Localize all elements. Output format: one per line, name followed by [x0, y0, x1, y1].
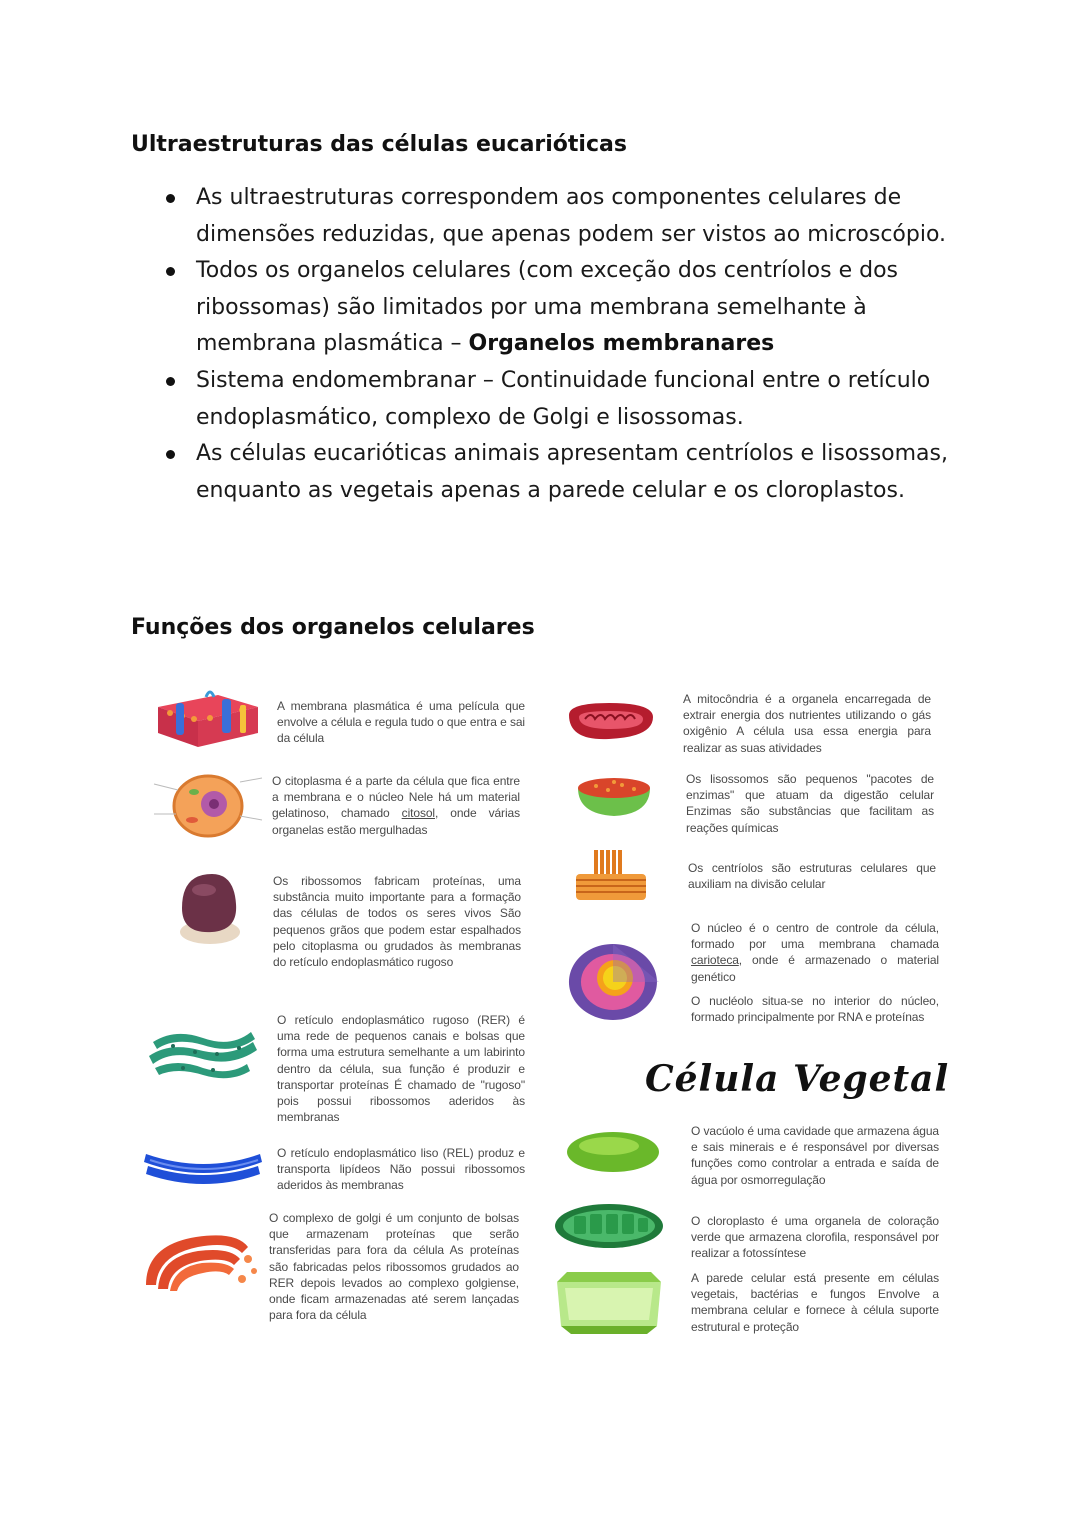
section-title-ultraestruturas: Ultraestruturas das células eucarióticas [131, 132, 627, 157]
golgi-description: O complexo de golgi é um conjunto de bolsas que armazenam proteínas que serão transferidas para fora da célula As proteínas são fabricadas pelos ribossomos grudados ao RER depois levados ao complexo golgiense, onde ficam armazenadas até serem lançadas para fora da célula [269, 1211, 519, 1323]
rough-er-description: O retículo endoplasmático rugoso (RER) é uma rede de pequenos canais e bolsas que forma uma estrutura semelhante a um labirinto dentro da célula, sua função é produzir e transportar proteínas É chamado de "rugoso" pois possui ribossomos aderidos às membranas [277, 1013, 525, 1125]
membrane-description: A membrana plasmática é uma película que envolve a célula e regula tudo o que entra e sai da célula [277, 699, 525, 746]
smooth-er-description: O retículo endoplasmático liso (REL) produz e transporta lipídeos Não possui ribossomos aderidos às membranas [277, 1146, 525, 1193]
chloroplast-icon [552, 1200, 667, 1252]
golgi-icon [138, 1225, 263, 1297]
mitochondria-description: A mitocôndria é a organela encarregada de extrair energia dos nutrientes utilizando o gás oxigênio A célula usa essa energia para realizar as suas atividades [683, 692, 931, 755]
vacuole-description: O vacúolo é uma cavidade que armazena água e sais minerais e é responsável por diversas funções como controlar a entrada e saída de água por osmorregulação [691, 1124, 939, 1187]
bullet-item: Todos os organelos celulares (com exceção dos centríolos e dos ribossomas) são limitados por uma membrana semelhante à membrana plasmática – Organelos membranares [163, 253, 963, 363]
bold-term: Organelos membranares [468, 331, 775, 357]
mitochondria-icon [563, 695, 658, 745]
bullet-item: Sistema endomembranar – Continuidade funcional entre o retículo endoplasmático, complexo de Golgi e lisossomas. [163, 363, 963, 436]
cytoplasm-description: O citoplasma é a parte da célula que fica entre a membrana e o núcleo Nele há um material gelatinoso, chamado citosol, onde várias organelas estão mergulhadas [272, 774, 520, 837]
chloroplast-description: O cloroplasto é uma organela de coloração verde que armazena clorofila, responsável por realizar a fotossíntese [691, 1214, 939, 1261]
cell-wall-description: A parede celular está presente em células vegetais, bactérias e fungos Envolve a membrana celular e fornece à célula suporte estrutural e proteção [691, 1271, 939, 1334]
rough-er-icon [143, 1012, 261, 1084]
lysosome-description: Os lisossomos são pequenos "pacotes de enzimas" que atuam da digestão celular Enzimas são substâncias que facilitam as reações químicas [686, 772, 934, 835]
nucleolus-description: O nucléolo situa-se no interior do núcleo, formado principalmente por RNA e proteínas [691, 994, 939, 1025]
cell-wall-icon [553, 1268, 665, 1338]
nucleus-icon [563, 940, 663, 1024]
plant-cell-title: Célula Vegetal [645, 1058, 950, 1100]
section-title-funcoes: Funções dos organelos celulares [131, 615, 535, 640]
nucleus-description: O núcleo é o centro de controle da célula, formado por uma membrana chamada carioteca, onde é armazenado o material genético [691, 921, 939, 984]
ultraestruturas-bullet-list [163, 180, 963, 509]
lysosome-icon [574, 774, 654, 818]
ribosome-icon [162, 868, 252, 948]
vacuole-icon [563, 1126, 663, 1176]
bullet-item: As células eucarióticas animais apresentam centríolos e lisossomas, enquanto as vegetais apenas a parede celular e os cloroplastos. [163, 436, 963, 509]
centriole-description: Os centríolos são estruturas celulares que auxiliam na divisão celular [688, 861, 936, 892]
cytoplasm-cell-icon [150, 770, 265, 842]
cell-membrane-icon [148, 685, 263, 755]
smooth-er-icon [142, 1140, 264, 1188]
centriole-icon [572, 848, 652, 906]
bullet-item: As ultraestruturas correspondem aos componentes celulares de dimensões reduzidas, que apenas podem ser vistos ao microscópio. [163, 180, 963, 253]
ribosome-description: Os ribossomos fabricam proteínas, uma substância muito importante para a formação das células de todos os seres vivos São pequenos grãos que podem estar espalhados pelo citoplasma ou grudados às membranas do retículo endoplasmático rugoso [273, 874, 521, 970]
